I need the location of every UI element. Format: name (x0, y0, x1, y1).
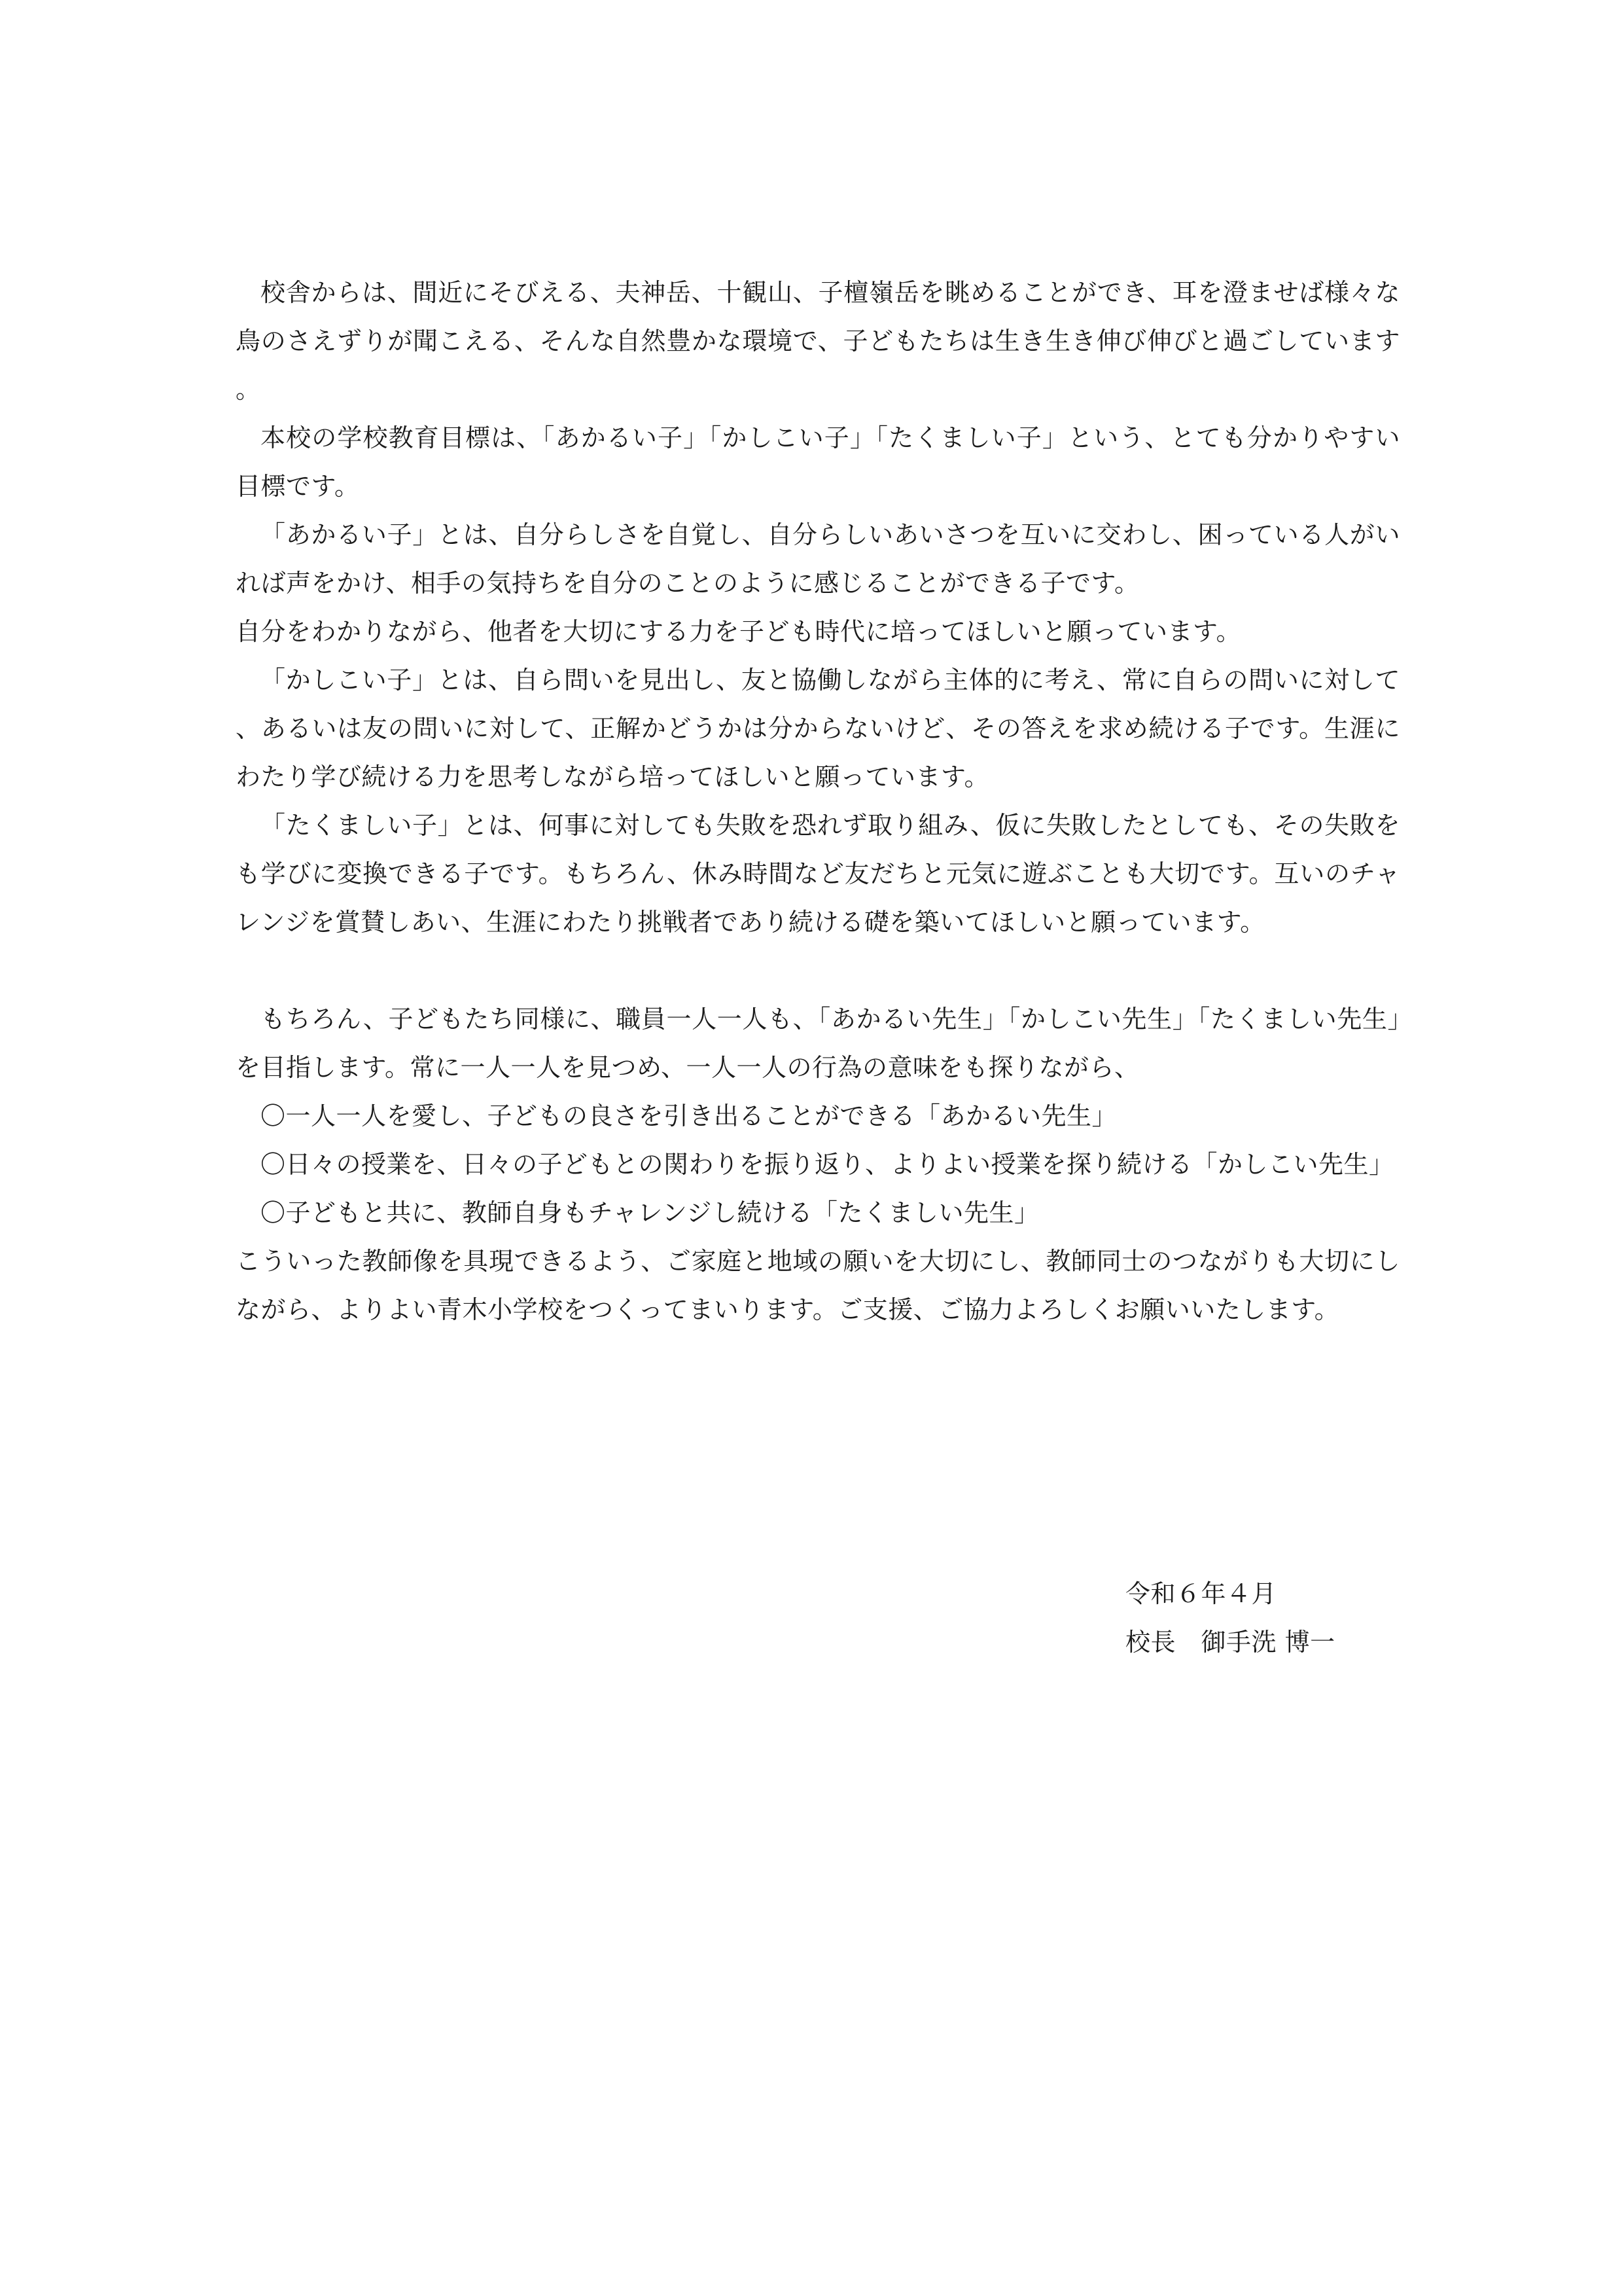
document-body (236, 268, 1400, 1334)
teacher-goal-kashikoi: 〇日々の授業を、日々の子どもとの関わりを振り返り、よりよい授業を探り続ける「かしこい先生」 (260, 1150, 1394, 1179)
paragraph-goals: 本校の学校教育目標は、「あかるい子」「かしこい子」「たくましい子」という、とても分かりやすい目標です。 (236, 423, 1400, 501)
paragraph-akarui (236, 511, 1400, 607)
paragraph-teachers: もちろん、子どもたち同様に、職員一人一人も、「あかるい先生」「かしこい先生」「たくましい先生」を目指します。常に一人一人を見つめ、一人一人の行為の意味をも探りながら、 (236, 1005, 1400, 1082)
principal-signature: 校長 御手洗 博一 (1125, 1628, 1335, 1657)
paragraph-akarui-part1: 「あかるい子」とは、自分らしさを自覚し、自分らしいあいさつを互いに交わし、困っている人がいれば声をかけ、相手の気持ちを自分のことのように感じることができる子です。 (236, 520, 1400, 598)
teacher-goals-list (236, 1092, 1400, 1237)
paragraph-closing: こういった教師像を具現できるよう、ご家庭と地域の願いを大切にし、教師同士のつながりも大切にしながら、よりよい青木小学校をつくってまいります。ご支援、ご協力よろしくお願いいたします。 (236, 1247, 1400, 1324)
paragraph-intro: 校舎からは、間近にそびえる、夫神岳、十観山、子檀嶺岳を眺めることができ、耳を澄ませば様々な鳥のさえずりが聞こえる、そんな自然豊かな環境で、子どもたちは生き生き伸び伸びと過ごしています。 (236, 278, 1400, 404)
paragraph-akarui-cont: 自分をわかりながら、他者を大切にする力を子ども時代に培ってほしいと願っています。 (236, 617, 1241, 646)
signature-block (1125, 1570, 1335, 1666)
paragraph-spacer (236, 946, 1400, 995)
paragraph-kashikoi: 「かしこい子」とは、自ら問いを見出し、友と協働しながら主体的に考え、常に自らの問いに対して、あるいは友の問いに対して、正解かどうかは分からないけど、その答えを求め続ける子です。生涯にわたり学び続ける力を思考しながら培ってほしいと願っています。 (236, 666, 1400, 791)
teacher-goal-takumashii: 〇子どもと共に、教師自身もチャレンジし続ける「たくましい先生」 (260, 1198, 1040, 1227)
document-date: 令和６年４月 (1125, 1579, 1277, 1608)
paragraph-takumashii: 「たくましい子」とは、何事に対しても失敗を恐れず取り組み、仮に失敗したとしても、その失敗をも学びに変換できる子です。もちろん、休み時間など友だちと元気に遊ぶことも大切です。互いのチャレンジを賞賛しあい、生涯にわたり挑戦者であり続ける礎を築いてほしいと願っています。 (236, 811, 1400, 937)
teacher-goal-akarui: 〇一人一人を愛し、子どもの良さを引き出ることができる「あかるい先生」 (260, 1102, 1118, 1130)
